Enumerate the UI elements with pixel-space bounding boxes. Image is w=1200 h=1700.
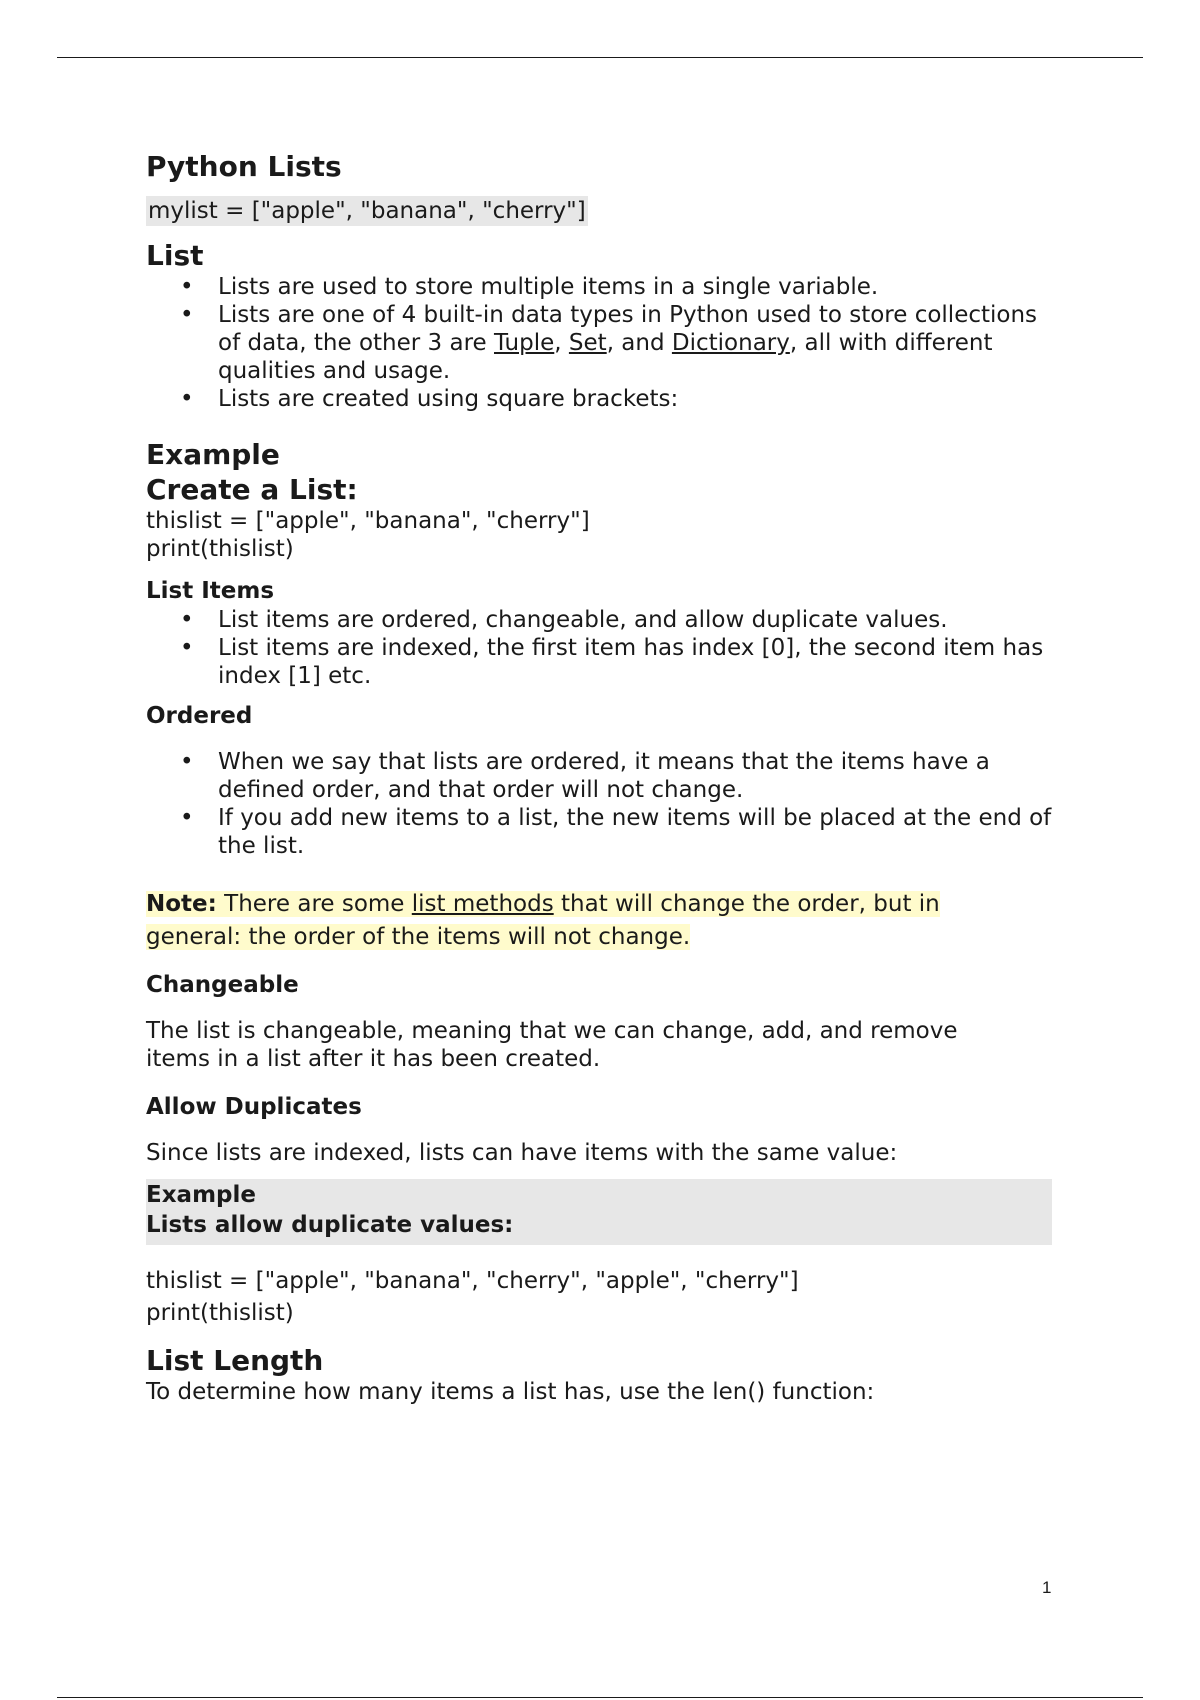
top-rule — [57, 57, 1143, 58]
list-item: • Lists are created using square brackets: — [146, 385, 1066, 413]
document-body — [146, 150, 1066, 1406]
set-link[interactable]: Set — [568, 329, 607, 356]
list-length-heading: List Length — [146, 1343, 324, 1377]
example-box — [146, 1179, 1052, 1245]
example-box-subtitle: Lists allow duplicate values: — [146, 1212, 514, 1239]
note-box — [146, 888, 1006, 953]
duplicates-text: Since lists are indexed, lists can have items with the same value: — [146, 1140, 898, 1167]
ordered-bullets — [146, 748, 1066, 860]
code-line: print(thislist) — [146, 1299, 294, 1326]
code-line: thislist = ["apple", "banana", "cherry", "apple", "cherry"] — [146, 1267, 799, 1294]
page-number: 1 — [1042, 1578, 1052, 1597]
example-heading: Example — [146, 437, 280, 471]
section-heading-list: List — [146, 238, 204, 272]
tuple-link[interactable]: Tuple — [494, 329, 555, 356]
allow-duplicates-heading: Allow Duplicates — [146, 1094, 362, 1121]
bottom-rule — [57, 1697, 1143, 1698]
changeable-text: The list is changeable, meaning that we can change, add, and remove items in a list after it has been created. — [146, 1018, 958, 1073]
changeable-heading: Changeable — [146, 972, 299, 999]
dictionary-link[interactable]: Dictionary — [671, 329, 790, 356]
list-item: • Lists are one of 4 built-in data types in Python used to store collections of data, the other 3 are Tuple, Set, and Dictionary, all with different qualities and usage. — [146, 301, 1066, 385]
code-snippet: mylist = ["apple", "banana", "cherry"] — [148, 197, 586, 224]
items-bullets — [146, 606, 1066, 690]
list-item: • List items are ordered, changeable, and allow duplicate values. — [146, 606, 1066, 634]
list-item: • List items are indexed, the first item has index [0], the second item has index [1] etc. — [146, 634, 1066, 690]
list-length-text: To determine how many items a list has, use the len() function: — [146, 1378, 875, 1405]
page-title: Python Lists — [146, 150, 342, 183]
ordered-heading: Ordered — [146, 703, 253, 730]
list-methods-link[interactable]: list methods — [411, 891, 554, 918]
list-item: • If you add new items to a list, the new items will be placed at the end of the list. — [146, 804, 1066, 860]
list-items-heading: List Items — [146, 577, 275, 604]
create-list-heading: Create a List: — [146, 472, 358, 506]
top-code-line — [146, 196, 1066, 226]
example-box-title: Example — [146, 1182, 256, 1209]
list-item: • When we say that lists are ordered, it means that the items have a defined order, and that order will not change. — [146, 748, 1066, 804]
code-line: print(thislist) — [146, 535, 294, 562]
list-bullets — [146, 273, 1066, 413]
note-text: Note: There are some list methods that will change the order, but in general: the order of the items will not change. — [146, 891, 940, 950]
code-line: thislist = ["apple", "banana", "cherry"] — [146, 507, 590, 534]
list-item: • Lists are used to store multiple items in a single variable. — [146, 273, 1066, 301]
